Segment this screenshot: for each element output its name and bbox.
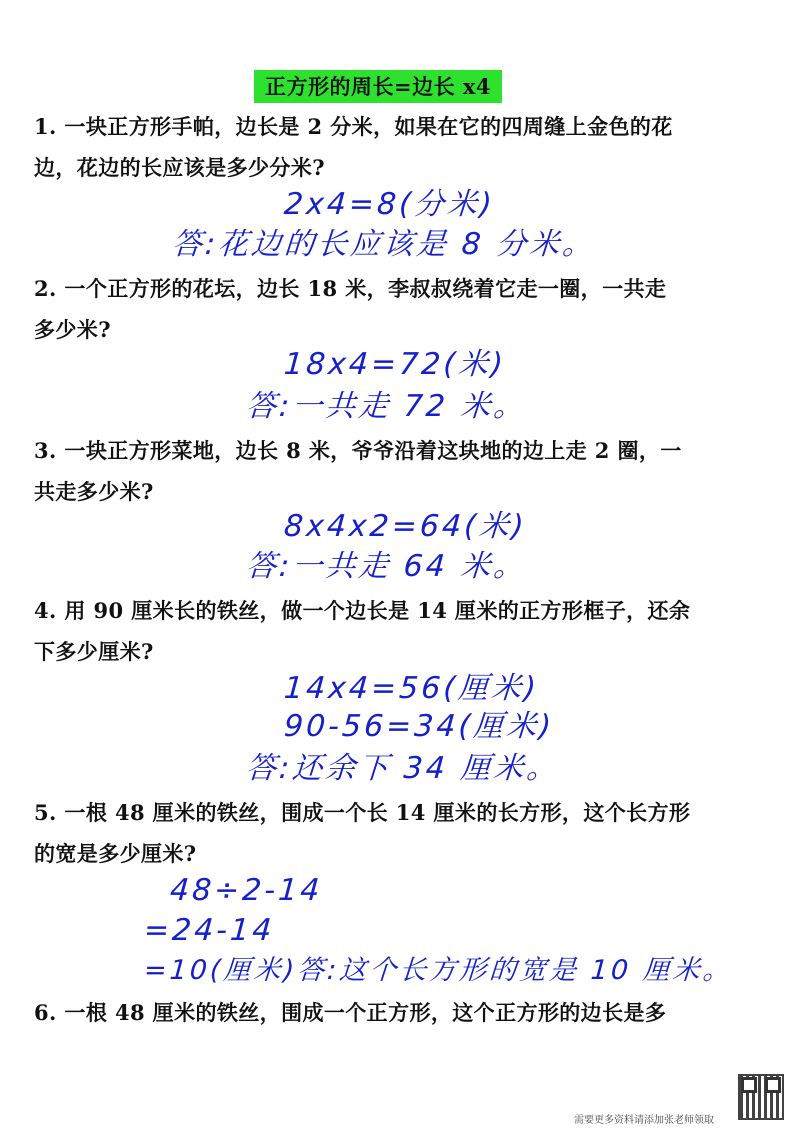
problem-2-answer-sentence: 答:一共走 72 米。 (244, 389, 528, 424)
problem-3-text (34, 430, 754, 512)
problem-1-text (34, 106, 754, 188)
problem-3-line-1: 3. 一块正方形菜地，边长 8 米，爷爷沿着这块地的边上走 2 圈，一 (34, 438, 682, 463)
problem-4-answer-sentence: 答:还余下 34 厘米。 (244, 751, 561, 786)
problem-5-answer-calc-2: =24-14 (142, 913, 276, 948)
problem-5-text (34, 792, 754, 874)
problem-2-line-2: 多少米? (34, 317, 111, 342)
problem-1-answer-sentence: 答:花边的长应该是 8 分米。 (170, 227, 597, 262)
problem-4-answer-calc-1: 14x4=56(厘米) (282, 671, 540, 706)
problem-3-answer-calc: 8x4x2=64(米) (282, 509, 528, 544)
problem-1-line-1: 1. 一块正方形手帕，边长是 2 分米，如果在它的四周缝上金色的花 (34, 114, 673, 139)
problem-4-text (34, 590, 754, 672)
page-title: 正方形的周长=边长 x4 (254, 70, 502, 103)
problem-1-line-2: 边，花边的长应该是多少分米? (34, 155, 325, 180)
qr-code-icon (738, 1074, 784, 1120)
problem-4-line-1: 4. 用 90 厘米长的铁丝，做一个边长是 14 厘米的正方形框子，还余 (34, 598, 691, 623)
problem-5-line-1: 5. 一根 48 厘米的铁丝，围成一个长 14 厘米的长方形，这个长方形 (34, 800, 691, 825)
problem-4-answer-calc-2: 90-56=34(厘米) (282, 709, 556, 744)
problem-4-line-2: 下多少厘米? (34, 639, 154, 664)
problem-5-answer-calc-1: 48÷2-14 (168, 873, 324, 908)
footer-note: 需要更多资料请添加张老师领取 (574, 1115, 714, 1126)
problem-6-line-1: 6. 一根 48 厘米的铁丝，围成一个正方形，这个正方形的边长是多 (34, 1000, 667, 1025)
problem-6-text (34, 992, 754, 1033)
problem-3-line-2: 共走多少米? (34, 479, 154, 504)
problem-2-text (34, 268, 754, 350)
problem-2-answer-calc: 18x4=72(米) (282, 347, 507, 382)
problem-5-line-2: 的宽是多少厘米? (34, 841, 197, 866)
problem-1-answer-calc: 2x4=8(分米) (282, 187, 496, 222)
problem-3-answer-sentence: 答:一共走 64 米。 (244, 549, 528, 584)
problem-2-line-1: 2. 一个正方形的花坛，边长 18 米，李叔叔绕着它走一圈，一共走 (34, 276, 667, 301)
problem-5-answer-sentence: =10(厘米)答:这个长方形的宽是 10 厘米。 (142, 955, 734, 986)
